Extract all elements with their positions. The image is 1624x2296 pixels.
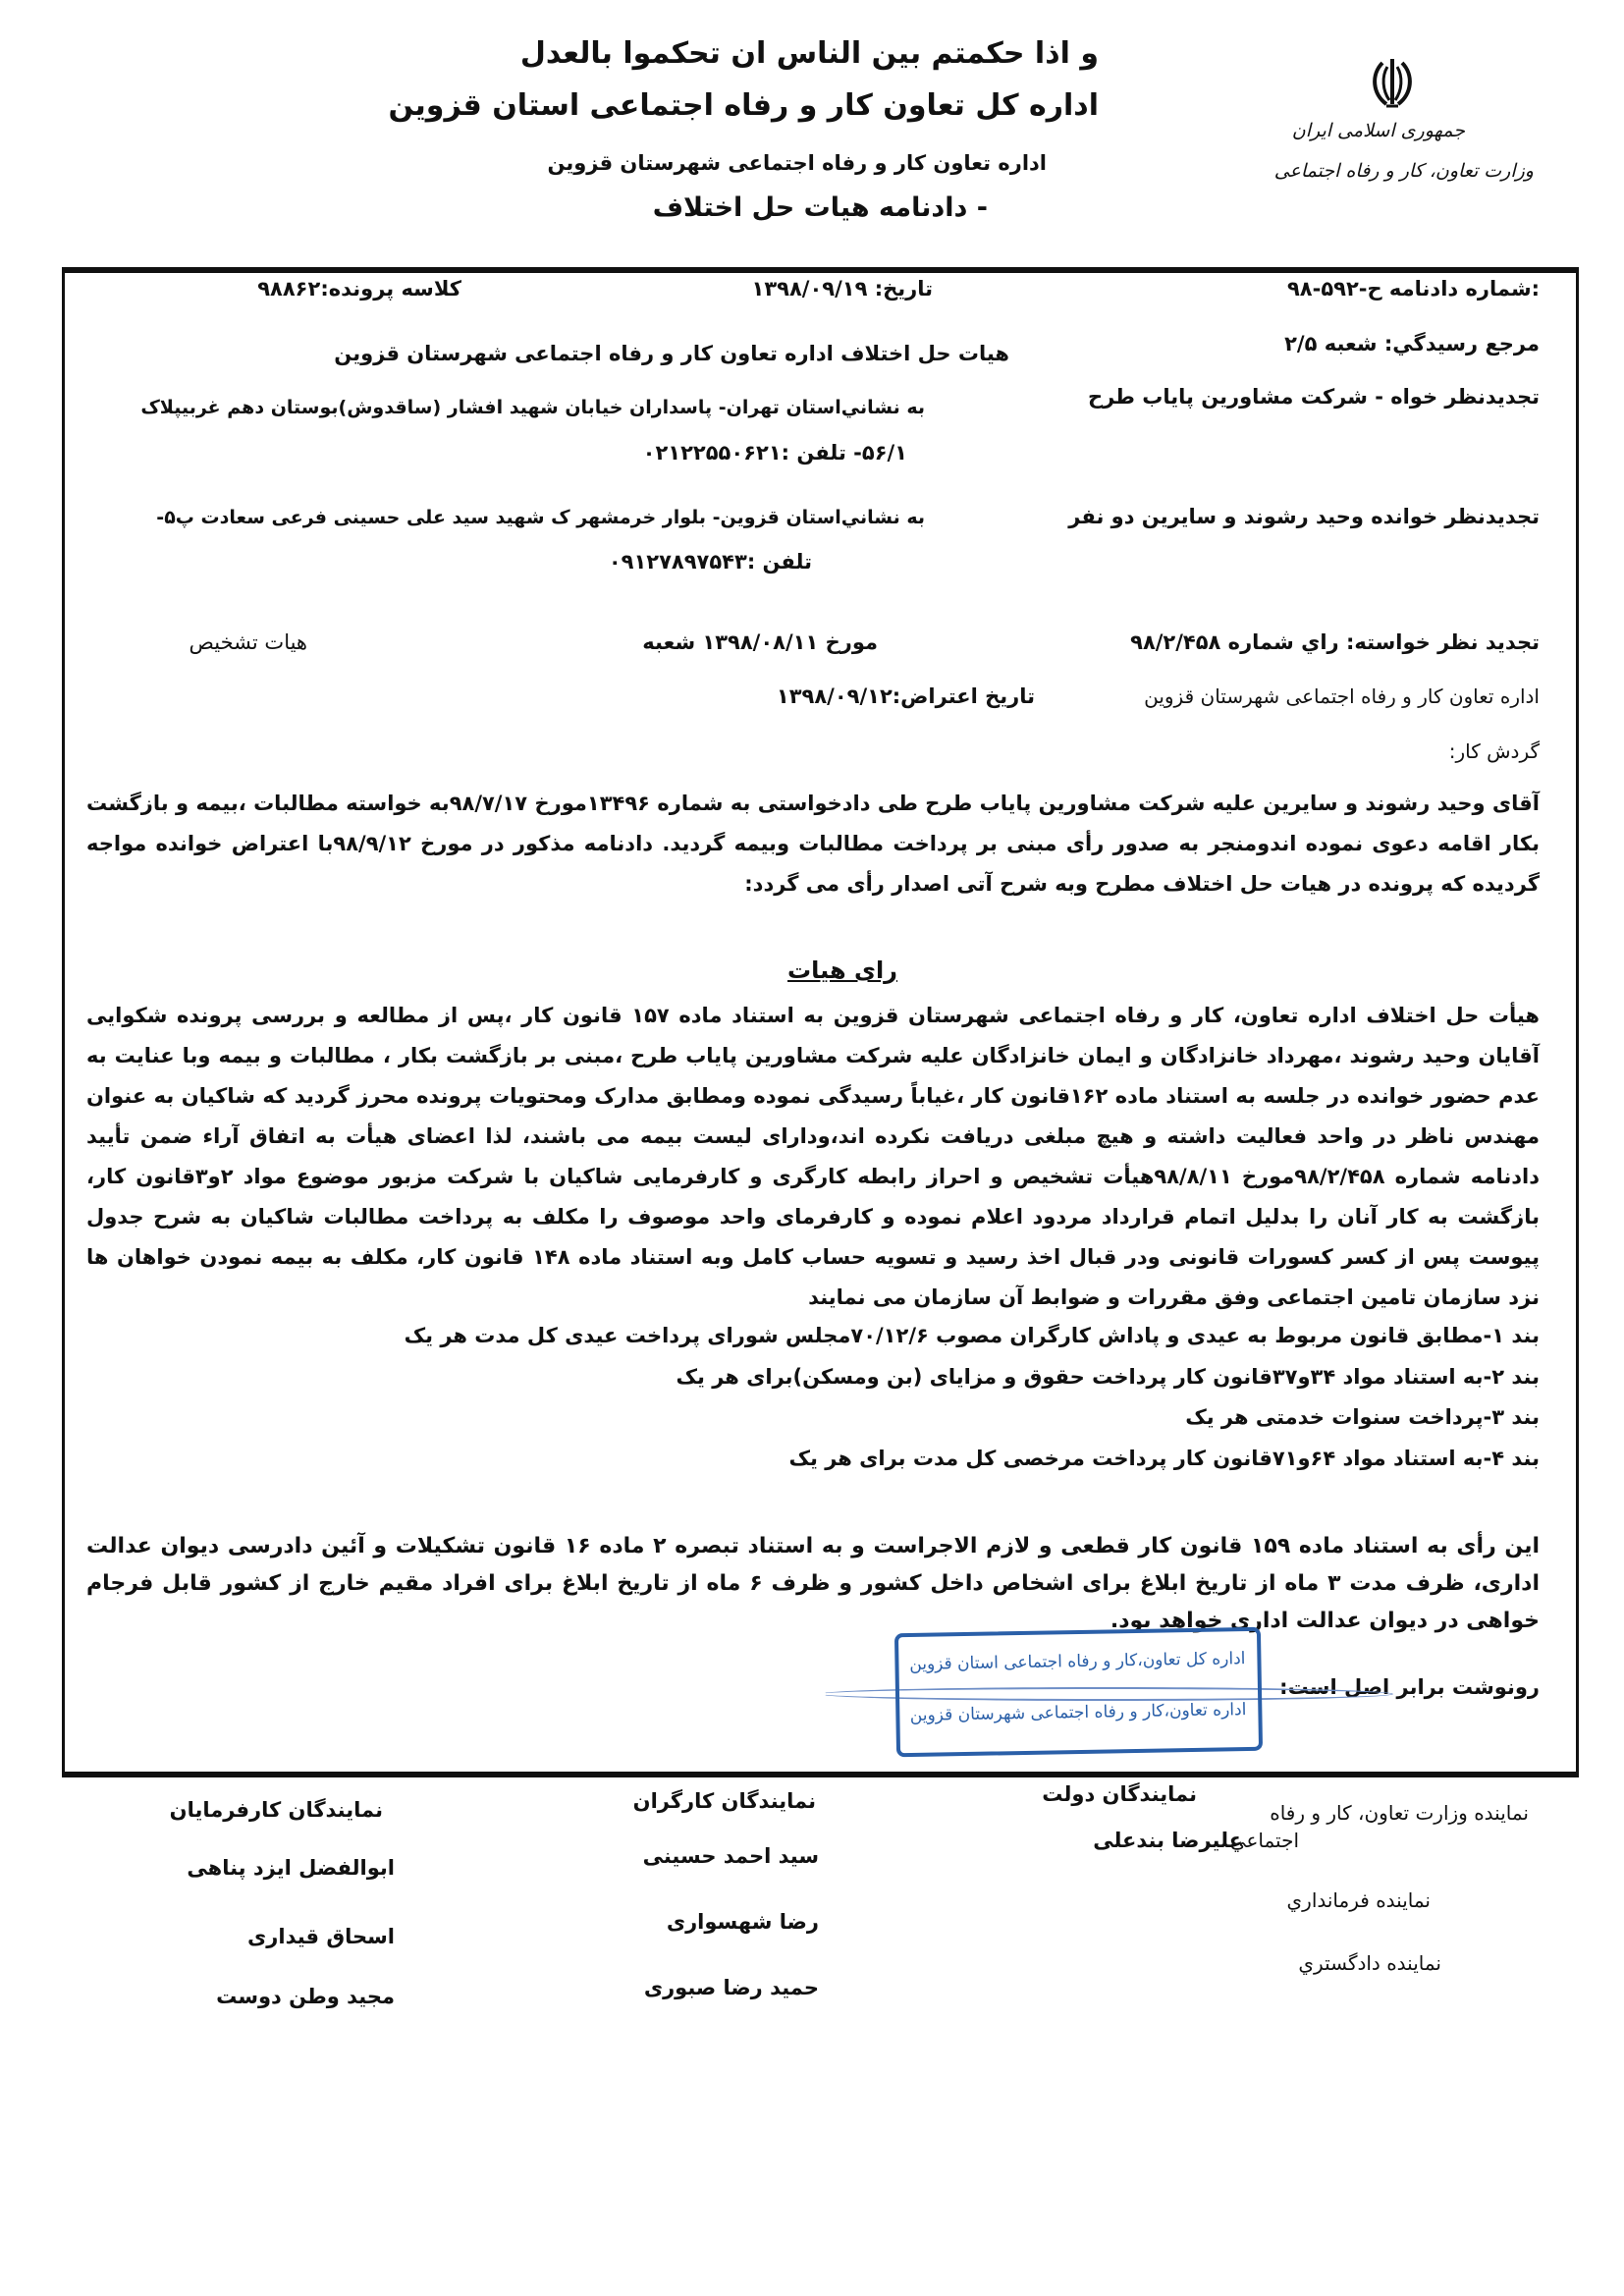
government-reps-title: نمایندگان دولت	[1042, 1782, 1197, 1806]
worker-rep-name: سید احمد حسینی	[642, 1844, 819, 1868]
logo-text-republic: جمهوری اسلامی ایران	[1291, 120, 1465, 141]
ruling-item-4: بند ۴-به استناد مواد ۶۴و۷۱قانون کار پرداخت مرخصی کل مدت برای هر یک	[788, 1447, 1540, 1470]
judiciary-rep-label: نماینده دادگستري	[1298, 1951, 1441, 1975]
verse-heading: و اذا حکمتم بین الناس ان تحکموا بالعدل	[519, 36, 1099, 71]
iran-emblem-icon	[1367, 55, 1418, 110]
respondent: تجدیدنظر خوانده وحید رشوند و سایرین دو نفر	[1068, 505, 1540, 528]
employers-reps-title: نمایندگان کارفرمایان	[169, 1798, 383, 1822]
ruling-title: رای هیات	[787, 957, 897, 984]
workers-reps-title: نمایندگان کارگران	[632, 1789, 816, 1813]
appealed-board: هیات تشخیص	[189, 630, 307, 654]
ministry-rep-label-2: اجتماعي	[1229, 1829, 1299, 1852]
verdict-number: :شماره دادنامه ح-۵۹۲-۹۸	[1286, 277, 1540, 301]
ruling-item-2: بند ۲-به استناد مواد ۳۴و۳۷قانون کار پرداخت حقوق و مزایای (بن ومسکن)برای هر یک	[676, 1365, 1540, 1389]
appellant-address: به نشاني‌استان تهران- پاسداران خیابان شهید افشار (ساقدوش)بوستان دهم غربیپلاک	[140, 397, 925, 418]
ministry-rep-name: علیرضا بندعلی	[1093, 1829, 1243, 1852]
appellant: تجدیدنظر خواه - شرکت مشاورین پایاب طرح	[1087, 385, 1540, 409]
workflow-label: گردش کار:	[1448, 739, 1540, 763]
general-office-heading: اداره کل تعاون کار و رفاه اجتماعی استان قزوین	[388, 88, 1099, 123]
worker-rep-name: حمید رضا صبوری	[643, 1976, 819, 1999]
worker-rep-name: رضا شهسواری	[666, 1910, 819, 1934]
respondent-address: به نشاني‌استان قزوین- بلوار خرمشهر ک شهید سید علی حسینی فرعی سعادت پ۵-	[156, 507, 925, 528]
copy-note: رونوشت برابر اصل است:	[1279, 1675, 1540, 1699]
city-office-heading: اداره تعاون کار و رفاه اجتماعی شهرستان قزوین	[547, 151, 1047, 175]
logo-text-ministry: وزارت تعاون، کار و رفاه اجتماعی	[1273, 160, 1534, 182]
governorate-rep-label: نماینده فرمانداري	[1286, 1888, 1431, 1912]
appealed-office: اداره تعاون کار و رفاه اجتماعی شهرستان قزوین	[1144, 684, 1540, 708]
respondent-phone: تلفن :۰۹۱۲۷۸۹۷۵۴۳	[608, 550, 812, 574]
file-class: کلاسه پرونده:۹۸۸۶۲	[257, 277, 461, 301]
appellant-phone: ۵۶/۱- تلفن :۰۲۱۲۲۵۵۰۶۲۱	[642, 441, 907, 465]
office-stamp	[894, 1627, 1263, 1757]
authority: مرجع رسیدگي: شعبه ۲/۵	[1284, 332, 1540, 355]
appealed-ruling: تجدید نظر خواسته: راي شماره ۹۸/۲/۴۵۸	[1130, 630, 1540, 654]
authority-body: هیات حل اختلاف اداره تعاون کار و رفاه اجتماعی شهرستان قزوین	[334, 342, 1009, 365]
employer-rep-name: ابوالفضل ایزد پناهی	[187, 1856, 395, 1880]
ministry-rep-label: نماینده وزارت تعاون، کار و رفاه	[1270, 1801, 1529, 1825]
stamp-line-1: اداره کل تعاون،کار و رفاه اجتماعی استان قزوین	[909, 1649, 1246, 1674]
ruling-text: هیأت حل اختلاف اداره تعاون، کار و رفاه اجتماعی شهرستان قزوین به استناد ماده ۱۵۷ قانون کار ،پس از مطالعه و بررسی پرونده شکوایی آقایان وحید رشوند ،مهرداد خانزادگان و ایمان خانزادگان علیه شرکت مشاورین پایاب طرح ،مبنی بر بازگشت بکار ، مطالبات و بیمه وبا عنایت به عدم حضور خوانده در جلسه به استناد ماده ۱۶۲قانون کار ،غیاباً رسیدگی نموده ومطابق مدارک ومحتویات پرونده محرز گردید که شاکیان به عنوان مهندس ناظر در واحد فعالیت داشته و هیچ مبلغی دریافت نکرده اند،ودارای لیست بیمه می باشند، لذا اعضای هیأت به اتفاق آراء ضمن تأیید دادنامه شماره ۹۸/۲/۴۵۸مورخ ۹۸/۸/۱۱هیأت تشخیص و احراز رابطه کارگری و کارفرمایی شاکیان با شرکت مزبور موضوع مواد ۲و۳قانون کار، بازگشت به کار آنان را بدلیل اتمام قرارداد مردود اعلام نموده و کارفرمای واحد موصوف را مکلف به پرداخت مطالبات شاکیان به شرح جدول پیوست پس از کسر کسورات قانونی ودر قبال اخذ رسید و تسویه حساب کامل وبه استناد ماده ۱۴۸ قانون کار، مکلف به بیمه نمودن خواهان ها نزد سازمان تامین اجتماعی وفق مقررات و ضوابط آن سازمان می نمایند	[86, 1004, 1541, 1309]
employer-rep-name: مجید وطن دوست	[216, 1985, 395, 2008]
appealed-ruling-date: مورخ ۱۳۹۸/۰۸/۱۱ شعبه	[642, 630, 878, 654]
objection-date: تاریخ اعتراض:۱۳۹۸/۰۹/۱۲	[776, 684, 1035, 708]
workflow-text: آقای وحید رشوند و سایرین علیه شرکت مشاورین پایاب طرح طی دادخواستی به شماره ۱۳۴۹۶مورخ ۹۸/۷/۱۷به خواسته مطالبات ،بیمه و بازگشت بکار اقامه دعوی نموده اندومنجر به صدور رأی مبنی بر پرداخت مطالبات وبیمه گردید. دادنامه مذکور در مورخ ۹۸/۹/۱۲با اعتراض خوانده مواجه گردیده که پرونده در هیات حل اختلاف مطرح وبه شرح آتی اصدار رأی می گردد:	[86, 792, 1541, 896]
ruling-item-3: بند ۳-پرداخت سنوات خدمتی هر یک	[1185, 1405, 1540, 1429]
verdict-date: تاریخ: ۱۳۹۸/۰۹/۱۹	[751, 277, 933, 301]
ruling-item-1: بند ۱-مطابق قانون مربوط به عیدی و پاداش کارگران مصوب ۷۰/۱۲/۶مجلس شورای پرداخت عیدی کل مدت هر یک	[404, 1324, 1540, 1347]
stamp-line-2: اداره تعاون،کار و رفاه اجتماعی شهرستان قزوین	[909, 1700, 1247, 1725]
employer-rep-name: اسحاق قیداری	[247, 1925, 395, 1948]
document-title: - دادنامه هیات حل اختلاف	[652, 192, 988, 223]
ruling-final-text: این رأی به استناد ماده ۱۵۹ قانون کار قطعی و لازم الاجراست و به استناد تبصره ۲ ماده ۱۶ قانون تشکیلات و آئین دادرسی دیوان عدالت اداری، ظرف مدت ۳ ماه از تاریخ ابلاغ برای اشخاص داخل کشور و ظرف ۶ ماه از تاریخ ابلاغ برای افراد مقیم خارج از کشور قابل فرجام خواهی در دیوان عدالت اداری خواهد بود.	[86, 1534, 1541, 1633]
